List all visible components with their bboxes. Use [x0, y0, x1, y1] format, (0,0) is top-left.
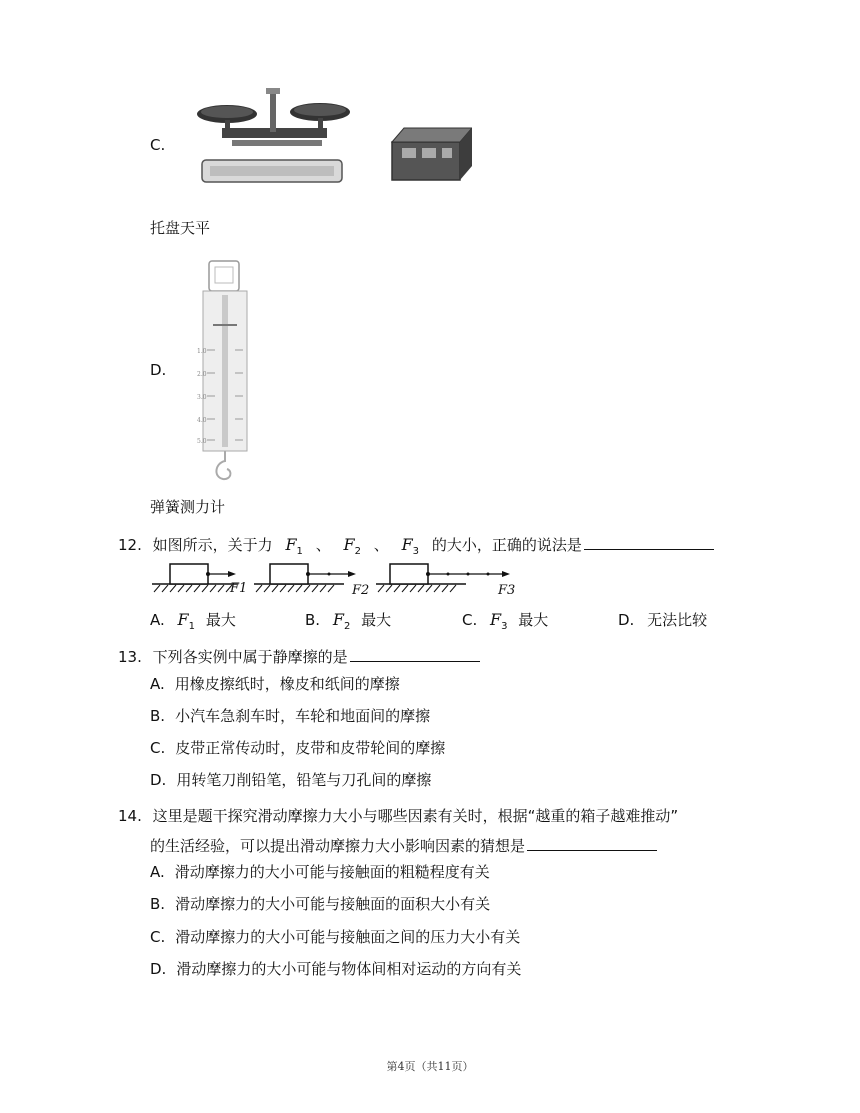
q13-option-c[interactable]: C. 皮带正常传动时，皮带和皮带轮间的摩擦 — [150, 739, 446, 757]
scale-tick-label: 2.0 — [197, 371, 207, 378]
q12-option-a[interactable]: A. $F_1$ 最大 — [150, 610, 236, 632]
question-14-stem-line2: 的生活经验，可以提出滑动摩擦力大小影响因素的猜想是 — [150, 834, 657, 856]
q12-option-b[interactable]: B. $F_2$ 最大 — [305, 610, 392, 632]
question-number: 14. — [118, 807, 142, 825]
scale-tick-label: 3.0 — [197, 394, 207, 401]
option-d-caption: 弹簧测力计 — [150, 498, 226, 516]
question-13-stem: 13. 下列各实例中属于静摩擦的是 — [118, 645, 480, 667]
q13-option-d[interactable]: D. 用转笔刀削铅笔，铅笔与刀孔间的摩擦 — [150, 771, 432, 789]
page-footer: 第4页（共11页） — [386, 1060, 474, 1073]
force-figure-3 — [376, 564, 515, 598]
force-figure-2 — [254, 564, 369, 598]
question-12-stem: 12. 如图所示，关于力 $F_1$ 、 $F_2$ 、 $F_3$ 的大小，正确的说法是 — [118, 533, 714, 562]
option-d-letter: D. — [150, 361, 167, 379]
option-c-caption: 托盘天平 — [150, 219, 211, 237]
force-label-f3: F3 — [498, 583, 516, 598]
question-number: 12. — [118, 536, 142, 554]
q14-option-c[interactable]: C. 滑动摩擦力的大小可能与接触面之间的压力大小有关 — [150, 928, 521, 946]
q13-option-b[interactable]: B. 小汽车急刹车时，车轮和地面间的摩擦 — [150, 707, 431, 725]
question-number: 13. — [118, 648, 142, 666]
force-diagram — [150, 558, 530, 600]
scale-tick-label: 1.0 — [197, 348, 207, 355]
answer-blank[interactable] — [584, 533, 714, 550]
q13-option-a[interactable]: A. 用橡皮擦纸时，橡皮和纸间的摩擦 — [150, 675, 400, 693]
force-label-f2: F2 — [352, 583, 370, 598]
scale-tick-label: 4.0 — [197, 417, 207, 424]
force-figure-1 — [152, 564, 247, 596]
q14-option-b[interactable]: B. 滑动摩擦力的大小可能与接触面的面积大小有关 — [150, 895, 491, 913]
scale-tick-label: 5.0 — [197, 438, 207, 445]
q14-option-d[interactable]: D. 滑动摩擦力的大小可能与物体间相对运动的方向有关 — [150, 960, 522, 978]
q12-option-d[interactable]: D. 无法比较 — [618, 611, 708, 629]
q12-option-c[interactable]: C. $F_3$ 最大 — [462, 610, 549, 632]
spring-scale-image — [195, 255, 255, 485]
force-label-f1: F1 — [230, 581, 248, 596]
option-c-letter: C. — [150, 136, 166, 154]
tray-balance-image — [192, 82, 472, 202]
answer-blank[interactable] — [527, 834, 657, 851]
answer-blank[interactable] — [350, 645, 480, 662]
q14-option-a[interactable]: A. 滑动摩擦力的大小可能与接触面的粗糙程度有关 — [150, 863, 490, 881]
question-14-stem-line1: 14. 这里是题干探究滑动摩擦力大小与哪些因素有关时，根据“越重的箱子越难推动” — [118, 807, 679, 825]
